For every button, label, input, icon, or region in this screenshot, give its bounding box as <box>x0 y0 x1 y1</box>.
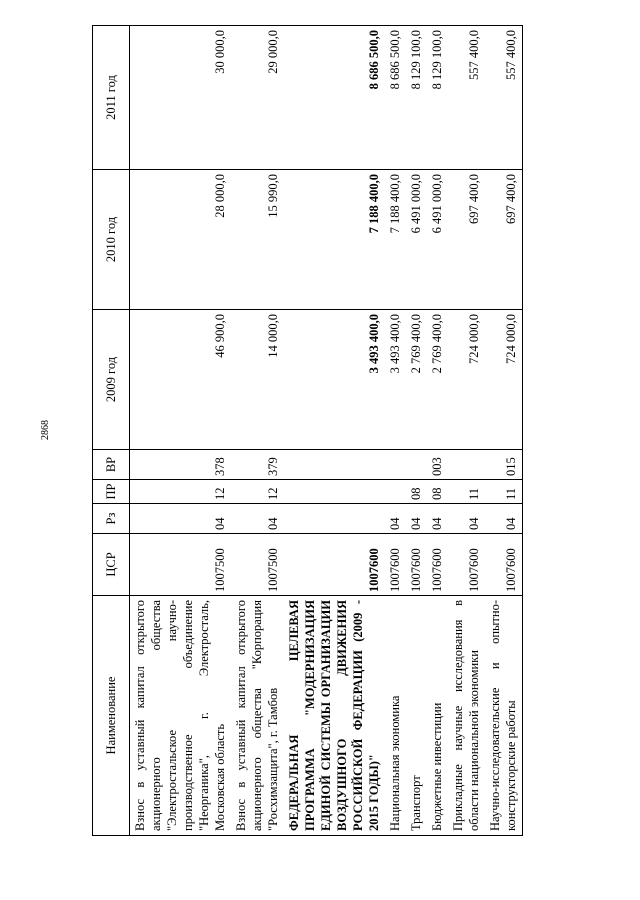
table-row <box>427 26 448 836</box>
row-vr <box>385 450 406 480</box>
row-name: Транспорт <box>406 596 427 836</box>
row-2011: 557 400,0 <box>485 26 523 170</box>
row-2011: 29 000,0 <box>231 26 284 170</box>
row-vr: 378 <box>130 450 232 480</box>
row-rz: 04 <box>485 504 523 534</box>
row-2010: 28 000,0 <box>130 170 232 310</box>
row-csr: 1007600 <box>485 534 523 596</box>
row-pr: 08 <box>427 480 448 504</box>
row-2009: 724 000,0 <box>448 310 485 450</box>
row-2010: 7 188 400,0 <box>284 170 385 310</box>
row-name: ФЕДЕРАЛЬНАЯ ЦЕЛЕВАЯ ПРОГРАММА "МОДЕРНИЗАЦИЯ ЕДИНОЙ СИСТЕМЫ ОРГАНИЗАЦИИ ВОЗДУШНОГО ДВИЖЕНИЯ РОССИЙСКОЙ ФЕДЕРАЦИИ (2009 - 2015 ГОДЫ)" <box>284 596 385 836</box>
row-2011: 8 129 100,0 <box>406 26 427 170</box>
table-row <box>385 26 406 836</box>
row-rz: 04 <box>406 504 427 534</box>
row-2010: 7 188 400,0 <box>385 170 406 310</box>
row-csr: 1007600 <box>406 534 427 596</box>
header-pr: ПР <box>93 480 130 504</box>
row-name: Прикладные научные исследования в области национальной экономики <box>448 596 485 836</box>
row-csr: 1007600 <box>448 534 485 596</box>
page-number: 2868 <box>40 420 51 440</box>
row-2009: 2 769 400,0 <box>406 310 427 450</box>
row-2011: 30 000,0 <box>130 26 232 170</box>
row-name: Научно-исследовательские и опытно-конструкторские работы <box>485 596 523 836</box>
row-2010: 15 990,0 <box>231 170 284 310</box>
table-row <box>130 26 232 836</box>
row-pr <box>284 480 385 504</box>
row-rz: 04 <box>130 504 232 534</box>
row-2009: 2 769 400,0 <box>427 310 448 450</box>
row-pr: 11 <box>485 480 523 504</box>
row-csr: 1007600 <box>427 534 448 596</box>
header-2009: 2009 год <box>93 310 130 450</box>
header-2011: 2011 год <box>93 26 130 170</box>
row-csr: 1007500 <box>130 534 232 596</box>
row-vr <box>284 450 385 480</box>
row-vr <box>448 450 485 480</box>
row-name: Взнос в уставный капитал открытого акционерного общества "Корпорация "Росхимзащита", г. Тамбов <box>231 596 284 836</box>
row-csr: 1007500 <box>231 534 284 596</box>
row-rz: 04 <box>385 504 406 534</box>
row-vr: 003 <box>427 450 448 480</box>
row-2009: 14 000,0 <box>231 310 284 450</box>
row-csr: 1007600 <box>284 534 385 596</box>
header-name: Наименование <box>93 596 130 836</box>
header-2010: 2010 год <box>93 170 130 310</box>
row-vr: 379 <box>231 450 284 480</box>
row-2011: 557 400,0 <box>448 26 485 170</box>
table-row <box>231 26 284 836</box>
row-rz: 04 <box>448 504 485 534</box>
header-rz: Рз <box>93 504 130 534</box>
row-vr <box>406 450 427 480</box>
row-pr: 11 <box>448 480 485 504</box>
row-rz <box>284 504 385 534</box>
table-row <box>485 26 523 836</box>
budget-table-page <box>92 26 537 836</box>
table-header-row <box>93 26 130 836</box>
row-2009: 3 493 400,0 <box>385 310 406 450</box>
row-name: Бюджетные инвестиции <box>427 596 448 836</box>
budget-table <box>92 25 523 836</box>
row-pr: 12 <box>130 480 232 504</box>
row-rz: 04 <box>427 504 448 534</box>
row-pr: 08 <box>406 480 427 504</box>
row-pr: 12 <box>231 480 284 504</box>
header-csr: ЦСР <box>93 534 130 596</box>
row-2009: 46 900,0 <box>130 310 232 450</box>
row-name: Национальная экономика <box>385 596 406 836</box>
row-2011: 8 686 500,0 <box>284 26 385 170</box>
row-2009: 3 493 400,0 <box>284 310 385 450</box>
row-2010: 6 491 000,0 <box>406 170 427 310</box>
table-row-program <box>284 26 385 836</box>
row-2009: 724 000,0 <box>485 310 523 450</box>
row-pr <box>385 480 406 504</box>
row-2010: 6 491 000,0 <box>427 170 448 310</box>
row-csr: 1007600 <box>385 534 406 596</box>
row-rz: 04 <box>231 504 284 534</box>
row-2010: 697 400,0 <box>485 170 523 310</box>
header-vr: ВР <box>93 450 130 480</box>
row-2010: 697 400,0 <box>448 170 485 310</box>
row-vr: 015 <box>485 450 523 480</box>
table-row <box>448 26 485 836</box>
row-name: Взнос в уставный капитал открытого акционерного общества "Электростальское научно-производственное объединение "Неорганика", г. Электросталь, Московская область <box>130 596 232 836</box>
table-row <box>406 26 427 836</box>
row-2011: 8 129 100,0 <box>427 26 448 170</box>
row-2011: 8 686 500,0 <box>385 26 406 170</box>
